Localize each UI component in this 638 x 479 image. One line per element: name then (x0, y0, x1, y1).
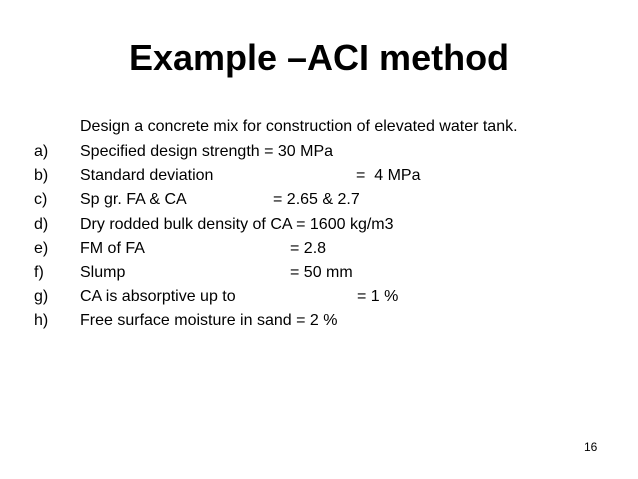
list-item-label: Slump (80, 263, 126, 281)
list-item-label: CA is absorptive up to (80, 288, 236, 306)
list-marker: e) (34, 239, 49, 257)
slide-title (0, 36, 638, 80)
list-item-h (0, 311, 338, 335)
list-item-e (0, 239, 327, 263)
list-marker: h) (34, 312, 49, 330)
list-marker: c) (34, 191, 48, 209)
page-number: 16 (584, 440, 598, 454)
list-item-g (0, 287, 399, 311)
list-item-value: = 2.65 & 2.7 (273, 191, 360, 209)
list-item-value: = 2.8 (290, 239, 327, 257)
list-item-value: = 1 % (357, 288, 399, 306)
list-item-label: Free surface moisture in sand = 2 % (80, 312, 338, 330)
list-item-label: Sp gr. FA & CA (80, 191, 187, 209)
list-item-d (0, 215, 394, 239)
problem-statement: Design a concrete mix for construction of elevated water tank. (80, 118, 518, 135)
list-item-b (0, 166, 421, 190)
list-marker: d) (34, 215, 49, 233)
list-item-label: Specified design strength = 30 MPa (80, 143, 334, 160)
list-item-value: = 4 MPa (356, 167, 421, 185)
list-item-label: Dry rodded bulk density of CA = 1600 kg/m3 (80, 215, 394, 233)
list-item-label: FM of FA (80, 239, 145, 257)
list-item-f (0, 263, 353, 287)
list-item-c (0, 190, 360, 214)
list-item-a (0, 142, 334, 166)
list-marker: f) (34, 263, 44, 281)
slide-title-text: Example –ACI method (128, 37, 510, 78)
list-marker: g) (34, 288, 49, 306)
list-marker: a) (34, 143, 49, 160)
given-data-list (0, 142, 421, 336)
list-item-label: Standard deviation (80, 167, 214, 185)
list-item-value: = 50 mm (290, 263, 353, 281)
list-marker: b) (34, 167, 49, 185)
